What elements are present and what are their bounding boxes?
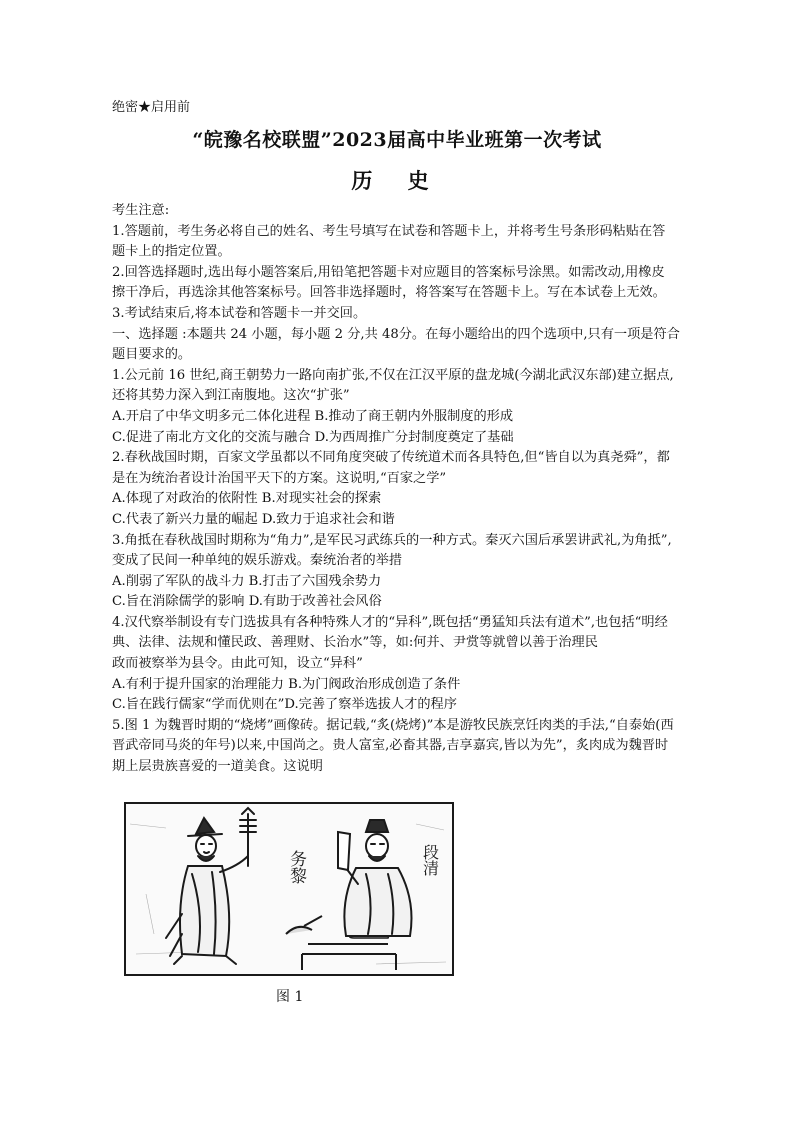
question-1-options: A.开启了中华文明多元二体化进程 B.推动了商王朝内外服制度的形成 <box>112 408 514 424</box>
exam-body <box>112 201 692 778</box>
question-3-stem: 变成了民间一种单纯的娱乐游戏。秦统治者的举措 <box>112 553 403 569</box>
question-5-stem: 5.图 1 为魏晋时期的“烧烤”画像砖。据记载,“炙(烧烤)”本是游牧民族烹饪肉类的手法,“自泰始(西 <box>112 717 674 733</box>
question-2-stem: 2.春秋战国时期，百家文学虽都以不同角度突破了传统道术而各具特色,但“皆自以为真尧舜”，都 <box>112 450 670 466</box>
question-2-options: A.体现了对政治的依附性 B.对现实社会的探索 <box>112 491 382 507</box>
question-1-stem: 1.公元前 16 世纪,商王朝势力一路向南扩张,不仅在江汉平原的盘龙城(今湖北武汉东部)建立据点, <box>112 367 674 383</box>
figure-1-brick-painting <box>124 802 454 976</box>
question-1-stem: 还将其势力深入到江南腹地。这次“扩张” <box>112 388 350 404</box>
figure-caption: 图 1 <box>276 989 304 1005</box>
question-4-stem: 典、法律、法规和懂民政、善理财、长治水”等，如:何并、尹赏等就曾以善于治理民 <box>112 635 598 651</box>
question-3-stem: 3.角抵在春秋战国时期称为“角力”,是军民习武练兵的一种方式。秦灭六国后承罢讲武礼,为角抵”, <box>112 532 672 548</box>
notice-line: 3.考试结束后,将本试卷和答题卡一并交回。 <box>112 305 367 321</box>
exam-title: “皖豫名校联盟”2023届高中毕业班第一次考试 <box>192 129 602 151</box>
figure-inscription-right: 段清 <box>420 844 440 876</box>
notice-line: 1.答题前，考生务必将自己的姓名、考生号填写在试卷和答题卡上，并将考生号条形码粘贴在答 <box>112 223 666 239</box>
question-5-stem: 晋武帝同马炎的年号)以来,中国尚之。贵人富室,必畜其器,吉享嘉宾,皆以为先”，炙肉成为魏晋时 <box>112 738 669 754</box>
section-heading: 一、选择题 :本题共 24 小题，每小题 2 分,共 48分。在每小题给出的四个选项中,只有一项是符合 <box>112 326 680 342</box>
secret-mark: 绝密★启用前 <box>112 100 191 115</box>
figure-inscription-left: 务黎 <box>286 850 306 884</box>
question-4-stem: 政而被察举为县令。由此可知，设立“异科” <box>112 656 363 672</box>
question-4-options: A.有利于提升国家的治理能力 B.为门阀政治形成创造了条件 <box>112 676 461 692</box>
question-2-options: C.代表了新兴力量的崛起 D.致力于追求社会和谐 <box>112 511 395 527</box>
question-4-options: C.旨在践行儒家“学而优则在”D.完善了察举选拔人才的程序 <box>112 697 457 713</box>
notice-line: 擦干净后，再选涂其他答案标号。回答非选择题时，将答案写在答题卡上。写在本试卷上无效。 <box>112 285 666 301</box>
section-heading: 题目要求的。 <box>112 347 192 363</box>
notice-line: 2.回答选择题时,选出每小题答案后,用铅笔把答题卡对应题目的答案标号涂黑。如需改动,用橡皮 <box>112 264 665 280</box>
question-2-stem: 是在为统治者设计治国平天下的方案。这说明,“百家之学” <box>112 470 447 486</box>
question-3-options: C.旨在消除儒学的影响 D.有助于改善社会风俗 <box>112 594 382 610</box>
question-5-stem: 期上层贵族喜爱的一道美食。这说明 <box>112 759 323 775</box>
question-3-options: A.削弱了军队的战斗力 B.打击了六国残余势力 <box>112 573 382 589</box>
barbecue-illustration <box>126 804 452 974</box>
question-1-options: C.促进了南北方文化的交流与融合 D.为西周推广分封制度奠定了基础 <box>112 429 514 445</box>
subject-title: 历 史 <box>351 168 443 193</box>
notice-line: 题卡上的指定位置。 <box>112 244 231 260</box>
notice-heading: 考生注意: <box>112 203 170 218</box>
question-4-stem: 4.汉代察举制设有专门选拔具有各种特殊人才的“异科”,既包括“勇猛知兵法有道术”,也包括“明经 <box>112 614 668 630</box>
